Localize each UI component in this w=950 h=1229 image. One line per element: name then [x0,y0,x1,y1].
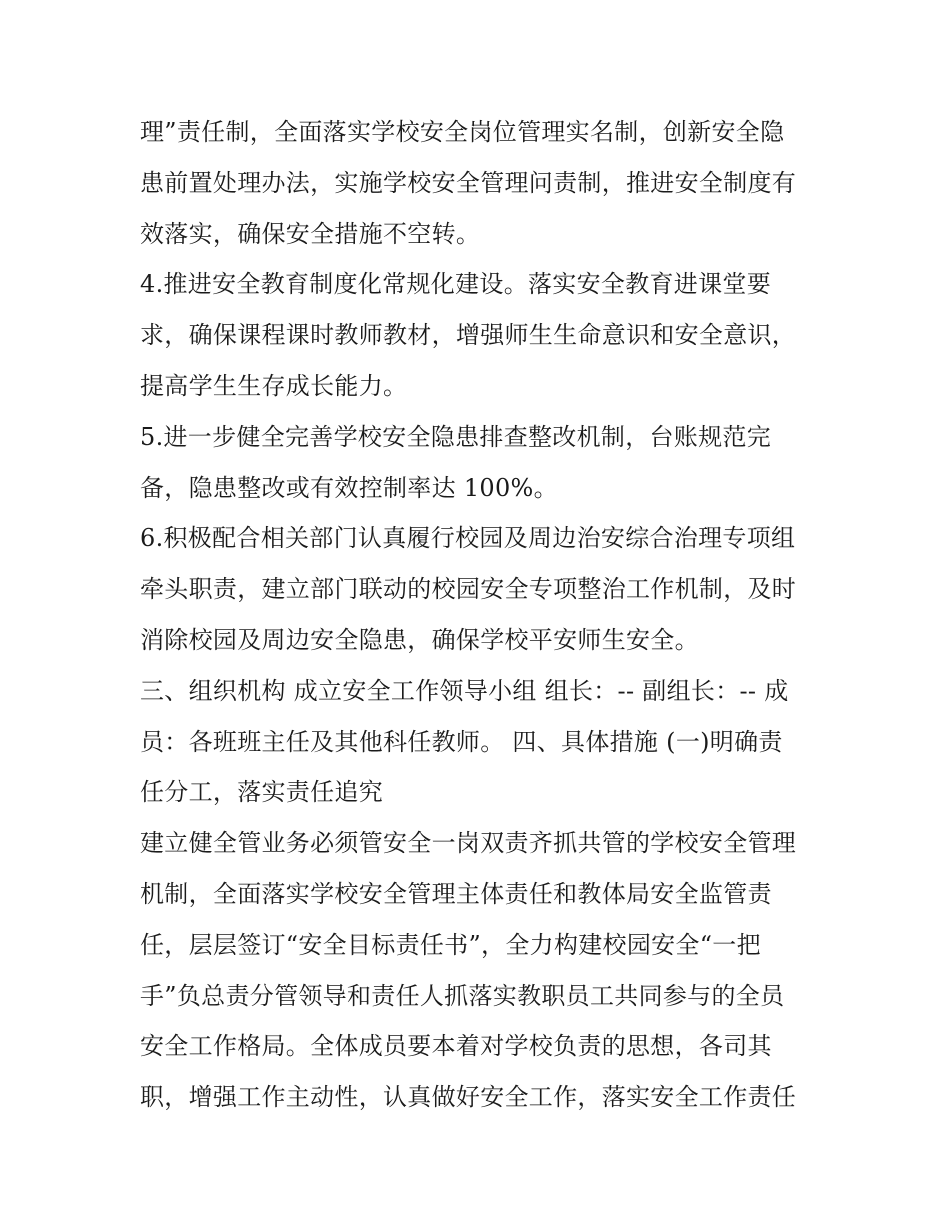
text-line: 患前置处理办法，实施学校安全管理问责制，推进安全制度有 [140,168,797,197]
text-line: 手”负总责分管领导和责任人抓落实教职员工共同参与的全员 [140,981,785,1010]
text-line: 牵头职责，建立部门联动的校园安全专项整治工作机制，及时 [140,575,797,604]
text-line: 求，确保课程课时教师教材，增强师生生命意识和安全意识， [140,321,797,350]
text-line: 安全工作格局。全体成员要本着对学校负责的思想，各司其 [140,1032,772,1061]
text-line: 备，隐患整改或有效控制率达 100%。 [140,473,558,502]
text-line: 5.进一步健全完善学校安全隐患排查整改机制，台账规范完 [140,422,771,451]
text-line: 提高学生生存成长能力。 [140,371,408,400]
body-text [140,107,820,1123]
text-line: 职，增强工作主动性，认真做好安全工作，落实安全工作责任 [140,1083,797,1112]
text-line: 效落实，确保安全措施不空转。 [140,219,481,248]
text-line: 6.积极配合相关部门认真履行校园及周边治安综合治理专项组 [140,524,796,553]
text-line: 任，层层签订“安全目标责任书”，全力构建校园安全“一把 [140,930,761,959]
text-line: 消除校园及周边安全隐患，确保学校平安师生安全。 [140,625,699,654]
text-line: 建立健全管业务必须管安全一岗双责齐抓共管的学校安全管理 [140,829,797,858]
text-line: 4.推进安全教育制度化常规化建设。落实安全教育进课堂要 [140,270,771,299]
text-line: 任分工，落实责任追究 [140,778,383,807]
text-line: 员：各班班主任及其他科任教师。 四、具体措施 (一)明确责 [140,727,783,756]
text-line: 三、组织机构 成立安全工作领导小组 组长：-- 副组长：-- 成 [140,676,789,705]
text-line: 机制，全面落实学校安全管理主体责任和教体局安全监管责 [140,879,772,908]
text-line: 理”责任制，全面落实学校安全岗位管理实名制，创新安全隐 [140,118,785,146]
